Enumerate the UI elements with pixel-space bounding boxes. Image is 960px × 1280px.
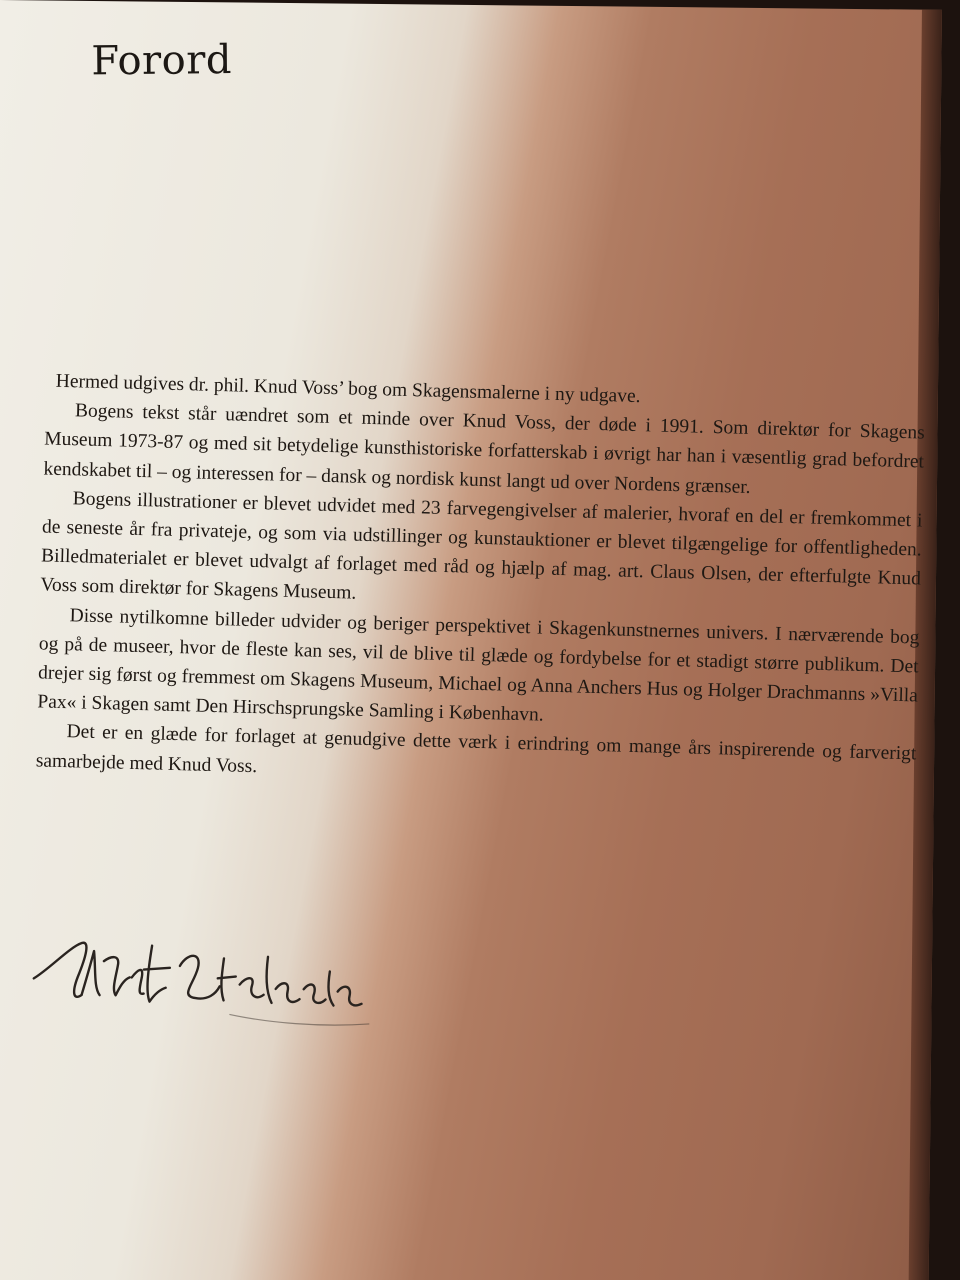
signature-drawing	[19, 920, 381, 1074]
handwritten-signature	[19, 920, 381, 1074]
page-title: Forord	[91, 36, 233, 85]
paragraph-3: Bogens illustrationer er blevet udvidet med 23 farvegengivelser af malerier, hvoraf en del er fremkommet i de seneste år fra privateje, og som via udstillinger og kunstauktioner er blevet tilgængelige for offentligheden. Billedmaterialet er blevet udvalgt af forlaget med råd og hjælp af mag. art. Claus Olsen, der efterfulgte Knud Voss som direktør for Skagens Museum.	[40, 488, 923, 605]
foreword-text	[35, 367, 925, 799]
paragraph-5: Det er en glæde for forlaget at genudgive dette værk i erindring om mange års inspirerende og farverigt samarbejde med Knud Voss.	[35, 721, 917, 777]
paragraph-1: Hermed udgives dr. phil. Knud Voss’ bog om Skagensmalerne i ny udgave.	[55, 370, 641, 408]
paragraph-4: Disse nytilkomne billeder udvider og beriger perspektivet i Skagenkunstnernes univers. I nærværende bog og på de museer, hvor de fleste kan ses, vil de blive til glæde og fordybelse for et stadigt større publikum. Det drejer sig først og fremmest om Skagens Museum, Michael og Anna Anchers Hus og Holger Drachmanns »Villa Pax« i Skagen samt Den Hirschsprungske Samling i København.	[37, 604, 920, 726]
paragraph-2: Bogens tekst står uændret som et minde over Knud Voss, der døde i 1991. Som direktør for Skagens Museum 1973-87 og med sit betydelige kunsthistoriske forfatterskab i øvrigt har han i væsentlig grad befordret kendskabet til – og interessen for – dansk og nordisk kunst langt ud over Nordens grænser.	[43, 400, 925, 498]
